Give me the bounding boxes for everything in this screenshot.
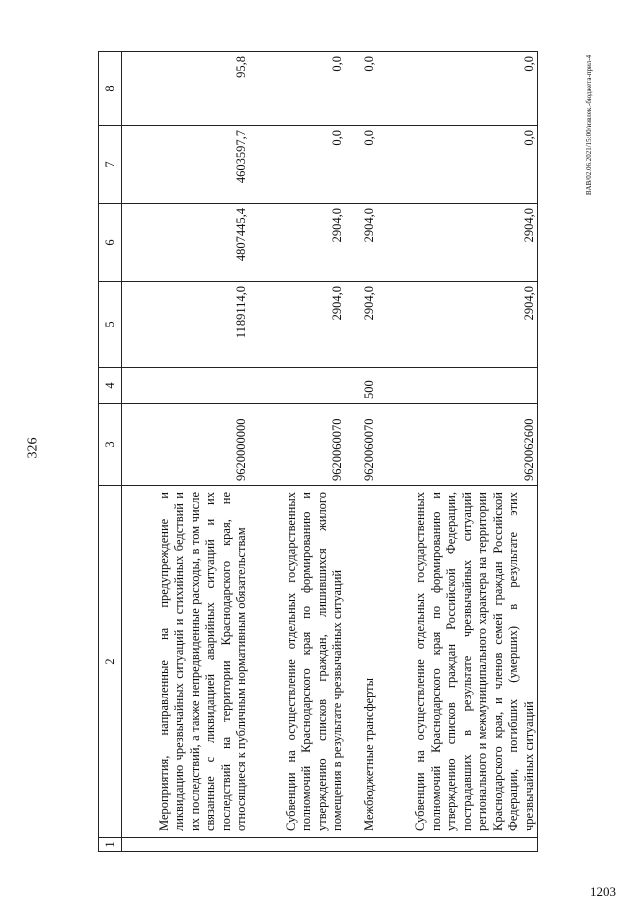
table-row [122,52,250,852]
header-col-3: 3 [99,404,122,486]
row-col-8: 0,0 [250,52,346,126]
row-name: Субвенции на осуществление отдельных государственных полномочий Краснодарского края по формированию и утверждению списков граждан, лишившихся жилого помещения в результате чрезвычайных ситуаций [250,486,346,838]
rotated-table-container [98,52,568,852]
table-row [250,52,346,852]
row-col-8: 0,0 [346,52,378,126]
row-code: 9620060070 [250,404,346,486]
footer-code [585,0,593,196]
table-row [346,52,378,852]
row-col-1 [250,838,346,852]
row-col-8: 0,0 [378,52,538,126]
row-col-1 [378,838,538,852]
row-vr [250,368,346,404]
row-col-5: 2904,0 [346,282,378,368]
header-col-1: 1 [99,838,122,852]
row-col-5: 2904,0 [250,282,346,368]
row-vr [122,368,250,404]
row-name: Мероприятия, направленные на предупреждение и ликвидацию чрезвычайных ситуаций и стихийных бедствий и их последствий, а также непредвиденные расходы, в том числе связанные с ликвидацией аварийных ситуаций и их последствий на территории Краснодарского края, не относящиеся к публичным нормативным обязательствам [122,486,250,838]
budget-table [98,51,538,852]
row-col-7: 0,0 [346,126,378,204]
header-col-6: 6 [99,204,122,282]
footer-code-text: BAB/02.06.2021/15:00/извлек.-бюджета-прил-4 [585,54,593,196]
row-col-6: 4807445,4 [122,204,250,282]
row-code: 9620000000 [122,404,250,486]
row-vr: 500 [346,368,378,404]
row-col-6: 2904,0 [346,204,378,282]
row-col-6: 2904,0 [378,204,538,282]
row-col-7: 0,0 [378,126,538,204]
row-col-6: 2904,0 [250,204,346,282]
header-col-4: 4 [99,368,122,404]
row-code: 9620062600 [378,404,538,486]
row-col-5: 2904,0 [378,282,538,368]
folio-number: 1203 [590,884,616,899]
row-col-7: 4603597,7 [122,126,250,204]
row-name: Субвенции на осуществление отдельных государственных полномочий Краснодарского края по формированию и утверждению списков граждан Российской Федерации, пострадавших в результате чрезвычайных ситуаций регионального и межмуниципального характера на территории Краснодарского края, и членов семей граждан Российской Федерации, погибших (умерших) в результате этих чрезвычайных ситуаций [378,486,538,838]
row-col-5: 1189114,0 [122,282,250,368]
header-col-5: 5 [99,282,122,368]
page-number: 326 [25,437,41,459]
header-col-8: 8 [99,52,122,126]
row-col-8: 95,8 [122,52,250,126]
row-vr [378,368,538,404]
table-row [378,52,538,852]
row-col-7: 0,0 [250,126,346,204]
header-col-2: 2 [99,486,122,838]
row-code: 9620060070 [346,404,378,486]
header-row [99,52,122,852]
row-name: Межбюджетные трансферты [346,486,378,838]
header-col-7: 7 [99,126,122,204]
row-col-1 [346,838,378,852]
row-col-1 [122,838,250,852]
